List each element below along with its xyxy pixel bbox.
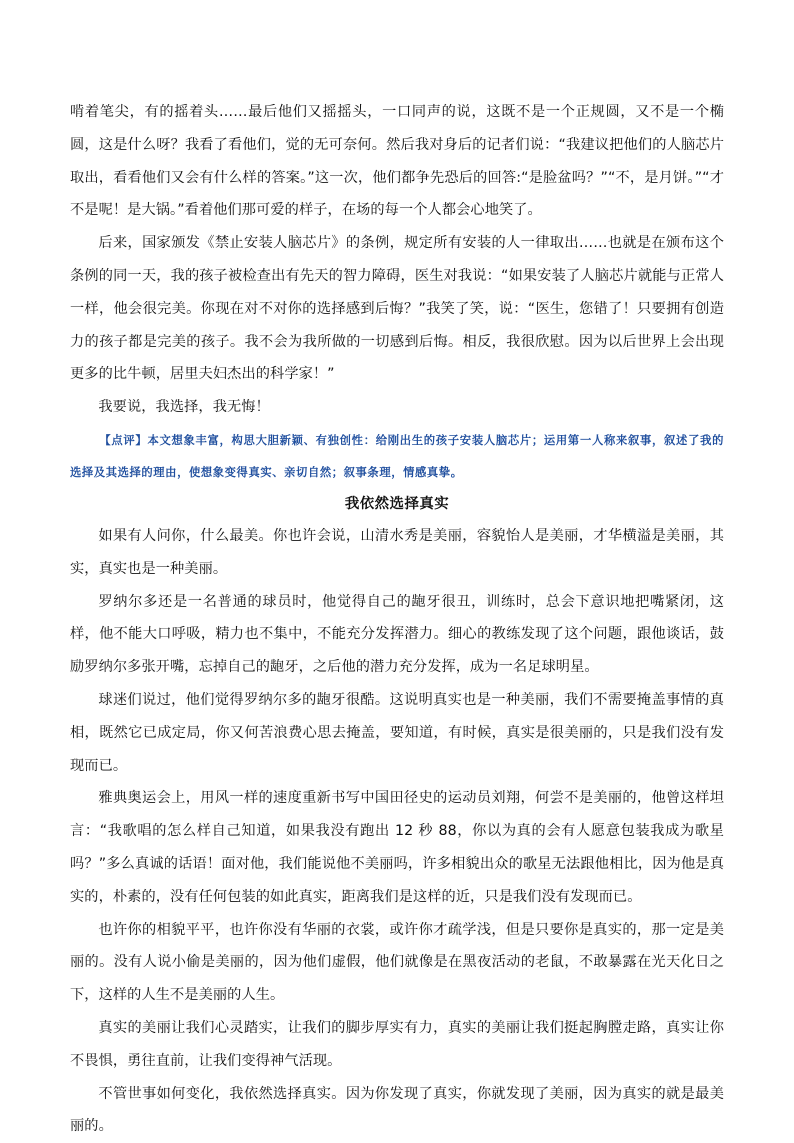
essay2-paragraph-1: 如果有人问你，什么最美。你也许会说，山清水秀是美丽，容貌怡人是美丽，才华横溢是美丽，其实，真实也是一种美丽。: [70, 527, 724, 577]
essay2-paragraph-6: 真实的美丽让我们心灵踏实，让我们的脚步厚实有力，真实的美丽让我们挺起胸膛走路，真实让你不畏惧，勇往直前，让我们变得神气活现。: [70, 1019, 724, 1069]
essay2-title: 我依然选择真实: [344, 495, 450, 512]
document-page: [70, 96, 724, 1143]
comment-text: 本文想象丰富，构思大胆新颖、有独创性：给刚出生的孩子安装人脑芯片；运用第一人称来叙事，叙述了我的选择及其选择的理由，使想象变得真实、亲切自然；叙事条理，情感真挚。: [70, 432, 724, 479]
comment-label: 【点评】: [99, 432, 148, 447]
essay2-paragraph-2: 罗纳尔多还是一名普通的球员时，他觉得自己的龅牙很丑，训练时，总会下意识地把嘴紧闭，这样，他不能大口呼吸，精力也不集中，不能充分发挥潜力。细心的教练发现了这个问题，跟他谈话，鼓励罗纳尔多张开嘴，忘掉自己的龅牙，之后他的潜力充分发挥，成为一名足球明星。: [70, 593, 724, 676]
essay2-paragraph-4: 雅典奥运会上，用风一样的速度重新书写中国田径史的运动员刘翔，何尝不是美丽的，他曾这样坦言：“我歌唱的怎么样自己知道，如果我没有跑出 12 秒 88，你以为真的会有人愿意包装我成为歌星吗？”多么真诚的话语！面对他，我们能说他不美丽吗，许多相貌出众的歌星无法跟他相比，因为他是真实的，朴素的，没有任何包装的如此真实，距离我们是这样的近，只是我们没有发现而已。: [70, 790, 724, 905]
essay1-paragraph-2: 后来，国家颁发《禁止安装人脑芯片》的条例，规定所有安装的人一律取出……也就是在颁布这个条例的同一天，我的孩子被检查出有先天的智力障碍，医生对我说：“如果安装了人脑芯片就能与正常人一样，他会很完美。你现在对不对你的选择感到后悔？”我笑了笑，说：“医生，您错了！只要拥有创造力的孩子都是完美的孩子。我不会为我所做的一切感到后悔。相反，我很欣慰。因为以后世界上会出现更多的比牛顿，居里夫妇杰出的科学家！”: [70, 235, 724, 383]
essay1-paragraph-1: 啃着笔尖，有的摇着头……最后他们又摇摇头，一口同声的说，这既不是一个正规圆，又不是一个椭圆，这是什么呀？我看了看他们，觉的无可奈何。然后我对身后的记者们说：“我建议把他们的人脑芯片取出，看看他们又会有什么样的答案。”这一次，他们都争先恐后的回答:“是脸盆吗？”“不，是月饼。”“才不是呢！是大锅。”看着他们那可爱的样子，在场的每一个人都会心地笑了。: [70, 104, 724, 219]
essay2-paragraph-3: 球迷们说过，他们觉得罗纳尔多的龅牙很酷。这说明真实也是一种美丽，我们不需要掩盖事情的真相，既然它已成定局，你又何苦浪费心思去掩盖，要知道，有时候，真实是很美丽的，只是我们没有发现而已。: [70, 691, 724, 774]
essay2-paragraph-5: 也许你的相貌平平，也许你没有华丽的衣裳，或许你才疏学浅，但是只要你是真实的，那一定是美丽的。没有人说小偷是美丽的，因为他们虚假，他们就像是在黑夜活动的老鼠，不敢暴露在光天化日之下，这样的人生不是美丽的人生。: [70, 921, 724, 1004]
essay1-comment: [70, 424, 724, 488]
essay2-paragraph-7: 不管世事如何变化，我依然选择真实。因为你发现了真实，你就发现了美丽，因为真实的就是最美丽的。: [70, 1085, 724, 1135]
essay1-paragraph-3: 我要说，我选择，我无悔！: [98, 399, 270, 416]
